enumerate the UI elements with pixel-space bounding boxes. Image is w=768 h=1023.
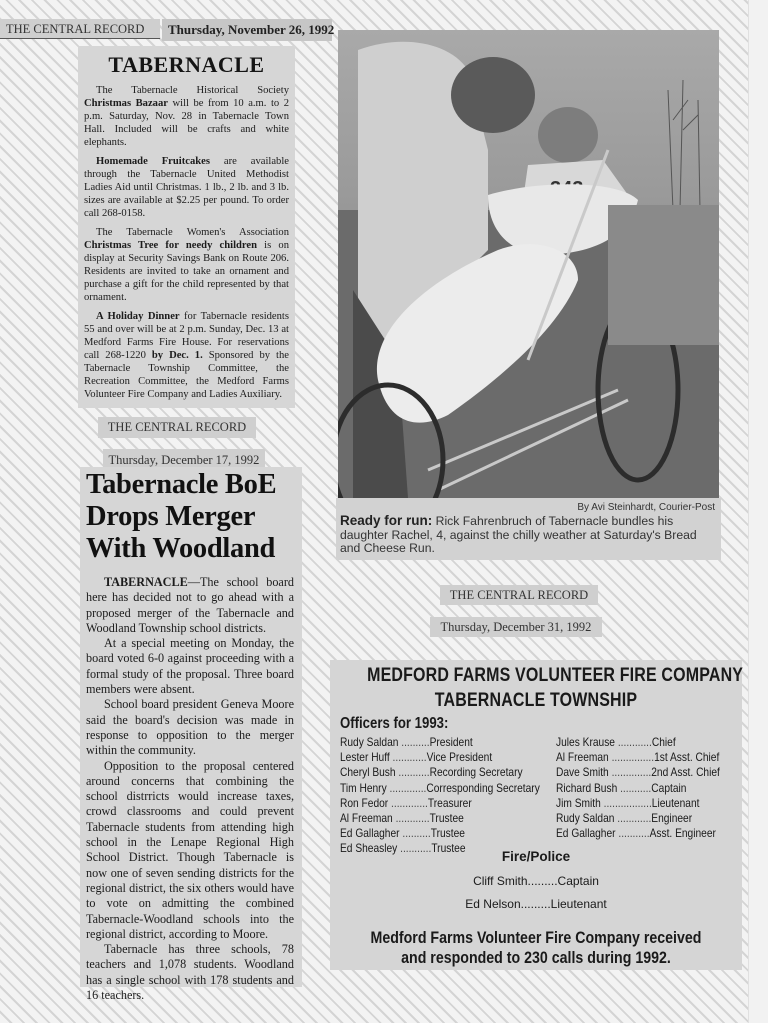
leader-dots: ............... [608,751,655,765]
officer-row [340,826,540,841]
officer-role: Chief [651,736,676,749]
fire-company-title: MEDFORD FARMS VOLUNTEER FIRE COMPANY [367,664,744,686]
officer-name: Lester Huff [340,751,390,765]
clipping-tabernacle-news [78,46,295,408]
officer-role: Trustee [431,842,466,856]
text: —The school board here has decided not to go ahead with a proposed merger of the Tabernacle and Woodland Township school districts. [86,575,294,635]
officers-list-right [556,735,742,841]
officer-row [340,781,540,796]
leader-dots: ............. [388,796,428,810]
leader-dots: ........... [395,766,430,780]
officer-row [340,735,540,750]
dateline: TABERNACLE [104,575,188,589]
bold-text: Christmas Bazaar [84,98,168,109]
fire-police-row [330,897,742,911]
officer-row [556,796,720,811]
bold-text: by Dec. 1. [151,350,203,361]
officer-role: Lieutenant [651,796,700,810]
officer-role: 1st Asst. Chief [654,751,720,765]
officer-role: Trustee [429,812,464,826]
text: is on display at Security Savings Bank on Route 206. Residents are invited to take an ornament and purchase a gift for the child represented by that ornament. [84,240,289,303]
paragraph-holiday-dinner [84,310,289,401]
fire-police-row [330,874,742,888]
officer-role: Recording Secretary [429,766,523,780]
officer-role: Vice President [426,751,493,765]
officer-name: Ed Sheasley [340,842,398,856]
photo-credit: By Avi Steinhardt, Courier-Post [577,502,715,513]
photo-caption [340,514,715,556]
paragraph: School board president Geneva Moore said the board's decision was made in response to opposition to the merger within the community. [86,697,294,758]
fire-company-subtitle: TABERNACLE TOWNSHIP [434,689,638,711]
leader-dots: ........... [617,781,652,795]
paragraph-fruitcakes [84,155,289,220]
masthead-nov26: THE CENTRAL RECORD [0,19,160,39]
calls-summary: Medford Farms Volunteer Fire Company received and responded to 230 calls during 1992. [370,929,702,967]
leader-dots: ......... [527,874,558,888]
news-photo [338,30,719,498]
officer-role: Treasurer [427,796,472,810]
leader-dots: ........... [397,842,432,856]
officer-row [556,765,720,780]
officer-name: Ed Nelson [465,897,521,911]
officer-row [556,811,720,826]
fire-police-heading: Fire/Police [501,849,571,864]
leader-dots: ............. [386,781,427,795]
photo-caption-block [336,498,721,560]
paragraph: Tabernacle has three schools, 78 teachers and 1,078 students. Woodland has a single school with 178 students and 16 teachers. [86,942,294,1003]
bold-text: Christmas Tree for needy children [84,240,258,251]
paragraph-bazaar [84,84,289,149]
officer-name: Tim Henry [340,781,387,795]
officer-role: Captain [557,874,599,888]
bold-text: A Holiday Dinner [96,311,180,322]
text: The Tabernacle Women's Association [96,227,289,238]
officer-role: Engineer [651,812,693,826]
officer-row [340,811,540,826]
text: The Tabernacle Historical Society [96,85,289,96]
headline: Tabernacle BoE Drops Merger With Woodland [86,469,277,564]
officer-role: President [429,736,473,749]
text: will be from 10 a.m. to 2 p.m. Saturday, Nov. 28 in Tabernacle Town Hall. Included will be crafts and white elephants. [84,98,290,148]
leader-dots: ......... [520,897,551,911]
officer-row [556,781,720,796]
officer-role: Asst. Engineer [649,827,716,841]
officers-heading: Officers for 1993: [340,715,449,732]
paragraph: At a special meeting on Monday, the board voted 6-0 against proceeding with a formal study of the proposal. Three board members were absent. [86,636,294,697]
date-dec17: Thursday, December 17, 1992 [103,449,265,471]
leader-dots: .............. [608,766,652,780]
officer-name: Al Freeman [340,812,393,826]
text: Sponsored by the Tabernacle Township Committee, the Recreation Committee, the Medford Farms Volunteer Fire Company and Ladies Auxiliary. [84,350,289,400]
bold-text: Homemade Fruitcakes [96,156,210,167]
officer-role: Corresponding Secretary [426,781,540,795]
officer-row [556,826,720,841]
officers-list-left [340,735,567,857]
article-title: TABERNACLE [108,52,265,77]
leader-dots: ............ [614,812,652,826]
officer-role: Trustee [430,827,465,841]
officer-name: Cheryl Bush [340,766,396,780]
page-edge [748,0,768,1023]
officer-row [340,750,540,765]
leader-dots: ................. [600,796,652,810]
officer-role: Captain [651,781,687,795]
vehicle [608,205,719,345]
paragraph: Opposition to the proposal centered around concerns that combining the school distrricts would increase taxes, crowd classrooms and could prevent Tabernacle students from attending high school in the Lenape Regional High School District. Though Tabernacle is now one of seven sending districts for the regional district, the six others would have to vote on admitting the combined Tabernacle-Woodland schools into the regional district, according to Moore. [86,758,294,941]
date-dec31: Thursday, December 31, 1992 [430,617,602,637]
clipping-fire-company [330,660,742,970]
officer-role: Lieutenant [550,897,607,911]
leader-dots: .......... [398,736,430,749]
leader-dots: ............ [389,751,427,765]
paragraph-christmas-tree [84,226,289,304]
text: are available through the Tabernacle United Methodist Ladies Aid until Christmas. 1 lb., 2 lb. and 3 lb. sizes are available at $2.25 per pound. To order call 268-0158. [84,156,289,219]
officer-name: Richard Bush [556,781,618,795]
date-nov26: Thursday, November 26, 1992 [162,19,332,41]
text: for Tabernacle residents 55 and over will be at 2 p.m. Sunday, Dec. 13 at Medford Farms Fire House. For reservations call 268-1220 [84,311,289,361]
masthead-dec31: THE CENTRAL RECORD [440,585,598,605]
officer-row [556,735,720,750]
officer-name: Ed Gallagher [340,827,400,841]
officer-name: Rudy Saldan [556,812,615,826]
officer-row [340,796,540,811]
officer-name: Cliff Smith [473,874,528,888]
paragraph [86,575,294,636]
officer-row [340,765,540,780]
officer-name: Rudy Saldan [340,736,399,749]
clipping-boe-merger [80,467,302,1003]
officer-name: Dave Smith [556,766,609,780]
leader-dots: ............ [614,736,652,749]
officer-name: Jules Krause [556,736,615,749]
officer-name: Jim Smith [556,796,601,810]
officer-role: 2nd Asst. Chief [651,766,720,780]
officer-name: Ed Gallagher [556,827,616,841]
caption-text: Rick Fahrenbruch of Tabernacle bundles his daughter Rachel, 4, against the chilly weather at Saturday's Bread and Cheese Run. [340,514,697,555]
masthead-dec17: THE CENTRAL RECORD [98,417,256,438]
photo-illustration [338,30,719,498]
leader-dots: ............ [392,812,430,826]
officer-row [556,750,720,765]
child-head [538,107,598,163]
caption-lead: Ready for run: [340,513,433,528]
leader-dots: .......... [399,827,431,841]
officer-name: Al Freeman [556,751,609,765]
officer-name: Ron Fedor [340,796,389,810]
man-head [451,57,535,133]
leader-dots: ........... [615,827,650,841]
